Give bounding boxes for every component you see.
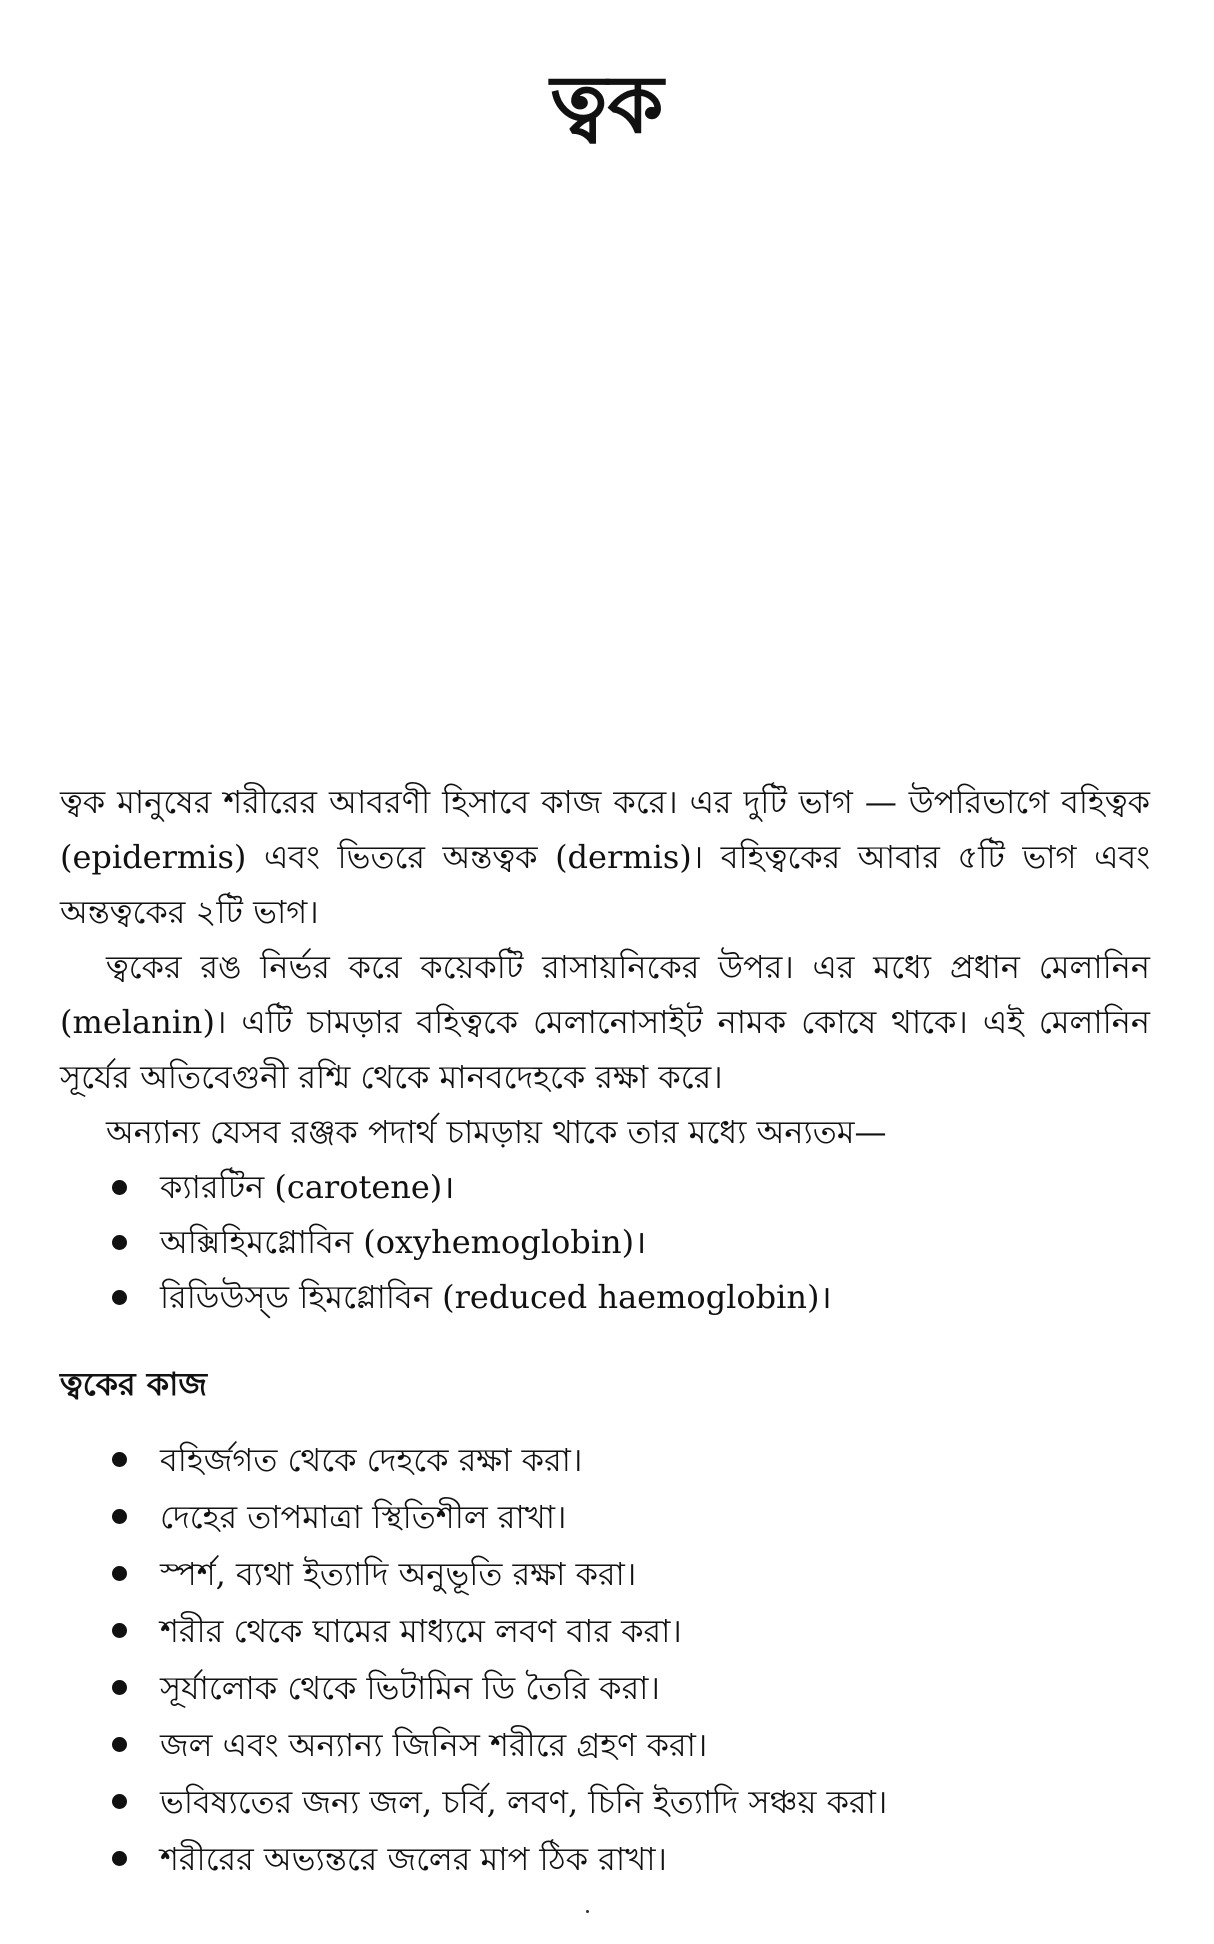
list-item-text: দেহের তাপমাত্রা স্থিতিশীল রাখা।: [160, 1498, 567, 1536]
list-item: [60, 1489, 1150, 1546]
list-item-text: শরীর থেকে ঘামের মাধ্যমে লবণ বার করা।: [160, 1612, 682, 1650]
page-title: ত্বক: [550, 57, 664, 151]
list-item-text: ভবিষ্যতের জন্য জল, চর্বি, লবণ, চিনি ইত্যাদি সঞ্চয় করা।: [160, 1783, 888, 1821]
list-item: [60, 1774, 1150, 1831]
bullet-icon: [112, 1452, 127, 1467]
bullet-icon: [112, 1851, 127, 1866]
list-item-text: স্পর্শ, ব্যথা ইত্যাদি অনুভূতি রক্ষা করা।: [160, 1555, 637, 1593]
bullet-icon: [112, 1509, 127, 1524]
bullet-icon: [112, 1235, 127, 1250]
bullet-icon: [112, 1623, 127, 1638]
list-item: [60, 1160, 1150, 1215]
pigments-intro: অন্যান্য যেসব রঞ্জক পদার্থ চামড়ায় থাকে তার মধ্যে অন্যতম—: [106, 1113, 887, 1151]
list-item: [60, 1717, 1150, 1774]
intro-paragraph-1: ত্বক মানুষের শরীরের আবরণী হিসাবে কাজ করে। এর দুটি ভাগ — উপরিভাগে বহিত্বক (epidermis) এবং ভিতরে অন্তত্বক (dermis)। বহিত্বকের আবার ৫টি ভাগ এবং অন্তত্বকের ২টি ভাগ।: [60, 783, 1150, 931]
list-item-text: সূর্যালোক থেকে ভিটামিন ডি তৈরি করা।: [160, 1669, 660, 1707]
list-item-text: বহির্জগত থেকে দেহকে রক্ষা করা।: [160, 1441, 583, 1479]
pigments-list: [60, 1160, 1150, 1325]
list-item-text: জল এবং অন্যান্য জিনিস শরীরে গ্রহণ করা।: [160, 1726, 708, 1764]
bullet-icon: [112, 1290, 127, 1305]
bullet-icon: [112, 1737, 127, 1752]
list-item-text: ক্যারটিন (carotene)।: [160, 1168, 455, 1206]
list-item: [60, 1432, 1150, 1489]
list-item: [60, 1215, 1150, 1270]
section-heading: ত্বকের কাজ: [60, 1365, 208, 1403]
list-item: [60, 1660, 1150, 1717]
scan-speck: [586, 1910, 589, 1913]
page-content: [60, 775, 1150, 1888]
bullet-icon: [112, 1680, 127, 1695]
bullet-icon: [112, 1566, 127, 1581]
functions-list: [60, 1432, 1150, 1888]
intro-paragraph-2: ত্বকের রঙ নির্ভর করে কয়েকটি রাসায়নিকের উপর। এর মধ্যে প্রধান মেলানিন (melanin)। এটি চামড়ার বহিত্বকে মেলানোসাইট নামক কোষে থাকে। এই মেলানিন সূর্যের অতিবেগুনী রশ্মি থেকে মানবদেহকে রক্ষা করে।: [60, 948, 1150, 1096]
bullet-icon: [112, 1794, 127, 1809]
list-item: [60, 1603, 1150, 1660]
list-item-text: শরীরের অভ্যন্তরে জলের মাপ ঠিক রাখা।: [160, 1840, 667, 1878]
list-item-text: রিডিউস্‌ড হিমগ্লোবিন (reduced haemoglobin)।: [160, 1278, 832, 1316]
list-item: [60, 1831, 1150, 1888]
bullet-icon: [112, 1180, 127, 1195]
list-item: [60, 1546, 1150, 1603]
list-item-text: অক্সিহিমগ্লোবিন (oxyhemoglobin)।: [160, 1223, 647, 1261]
list-item: [60, 1270, 1150, 1325]
